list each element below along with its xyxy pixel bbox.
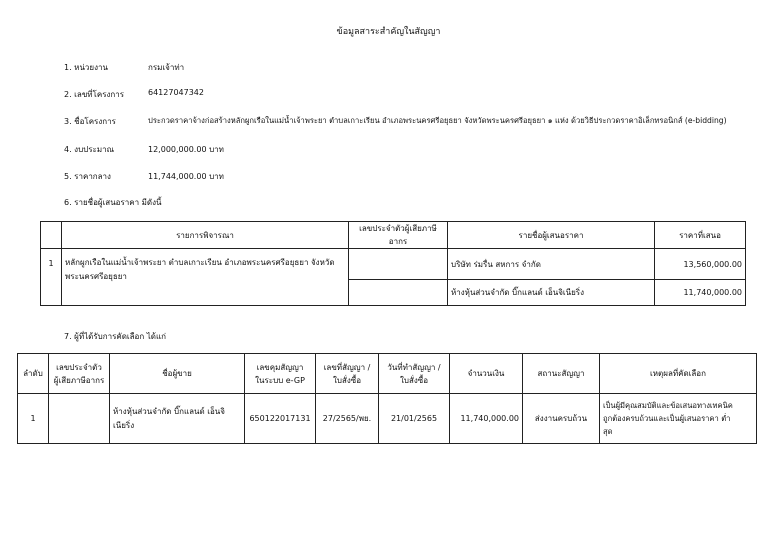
bidders-row-no: 1 (41, 249, 62, 306)
median-price-value: 11,744,000.00 บาท (148, 172, 224, 181)
project-number-label: 2. เลขที่โครงการ (64, 90, 125, 99)
median-price-label: 5. ราคากลาง (64, 172, 111, 181)
bidder-2-name: ห้างหุ้นส่วนจำกัด บิ๊กแลนด์ เอ็นจิเนียริ่ง (448, 280, 655, 306)
budget-value: 12,000,000.00 บาท (148, 145, 224, 154)
bidder-1-taxid (349, 249, 448, 280)
agency-value: กรมเจ้าท่า (148, 63, 185, 72)
winner-header-status: สถานะสัญญา (523, 354, 600, 394)
section7-title: 7. ผู้ที่ได้รับการคัดเลือก ได้แก่ (64, 332, 166, 341)
winner-row-control: 650122017131 (245, 394, 316, 444)
winner-row-status: ส่งงานครบถ้วน (523, 394, 600, 444)
bidder-2-taxid (349, 280, 448, 306)
winner-header-contract: เลขที่สัญญา / ใบสั่งซื้อ (316, 354, 379, 394)
agency-label: 1. หน่วยงาน (64, 63, 108, 72)
project-name-value: ประกวดราคาจ้างก่อสร้างหลักผูกเรือในแม่น้ำเจ้าพระยา ตำบลเกาะเรียน อำเภอพระนครศรีอยุธยา จังหวัดพระนครศรีอยุธยา ๑ แห่ง ด้วยวิธีประกวดราคาอิเล็กทรอนิกส์ (e-bidding) (148, 116, 727, 125)
section6-title: 6. รายชื่อผู้เสนอราคา มีดังนี้ (64, 198, 162, 207)
winner-header-reason: เหตุผลที่คัดเลือก (600, 354, 757, 394)
winner-table (17, 353, 757, 444)
bidders-header-price: ราคาที่เสนอ (655, 222, 746, 249)
bidders-table (40, 221, 746, 306)
bidders-item-line1: หลักผูกเรือในแม่น้ำเจ้าพระยา ตำบลเกาะเรียน อำเภอพระนครศรีอยุธยา จังหวัด (65, 258, 335, 267)
budget-label: 4. งบประมาณ (64, 145, 115, 154)
bidder-1-price: 13,560,000.00 (655, 249, 746, 280)
bidders-header-item: รายการพิจารณา (62, 222, 349, 249)
winner-header-no: ลำดับ (18, 354, 49, 394)
winner-row-no: 1 (18, 394, 49, 444)
bidder-1-name: บริษัท ร่มรื่น สหการ จำกัด (448, 249, 655, 280)
winner-row-amount: 11,740,000.00 (450, 394, 523, 444)
winner-header-date: วันที่ทำสัญญา / ใบสั่งซื้อ (379, 354, 450, 394)
project-name-label: 3. ชื่อโครงการ (64, 117, 116, 126)
winner-header-control: เลขคุมสัญญา ในระบบ e-GP (245, 354, 316, 394)
winner-row-contract: 27/2565/พย. (316, 394, 379, 444)
winner-header-amount: จำนวนเงิน (450, 354, 523, 394)
bidders-header-name: รายชื่อผู้เสนอราคา (448, 222, 655, 249)
winner-row-date: 21/01/2565 (379, 394, 450, 444)
winner-row-reason: เป็นผู้มีคุณสมบัติและข้อเสนอทางเทคนิค ถูกต้องครบถ้วนและเป็นผู้เสนอราคา ต่ำ สุด (600, 394, 757, 444)
winner-header-taxid: เลขประจำตัว ผู้เสียภาษีอากร (49, 354, 110, 394)
winner-header-vendor: ชื่อผู้ขาย (110, 354, 245, 394)
bidders-header-no (41, 222, 62, 249)
bidders-item-cell (62, 249, 349, 306)
document-title: ข้อมูลสาระสำคัญในสัญญา (336, 27, 441, 37)
bidders-item-line2: พระนครศรีอยุธยา (65, 272, 127, 281)
bidder-2-price: 11,740,000.00 (655, 280, 746, 306)
winner-row-vendor: ห้างหุ้นส่วนจำกัด บิ๊กแลนด์ เอ็นจิ เนียริ่ง (110, 394, 245, 444)
project-number-value: 64127047342 (148, 88, 204, 97)
bidders-header-taxid: เลขประจำตัวผู้เสียภาษีอากร (349, 222, 448, 249)
winner-row-taxid (49, 394, 110, 444)
